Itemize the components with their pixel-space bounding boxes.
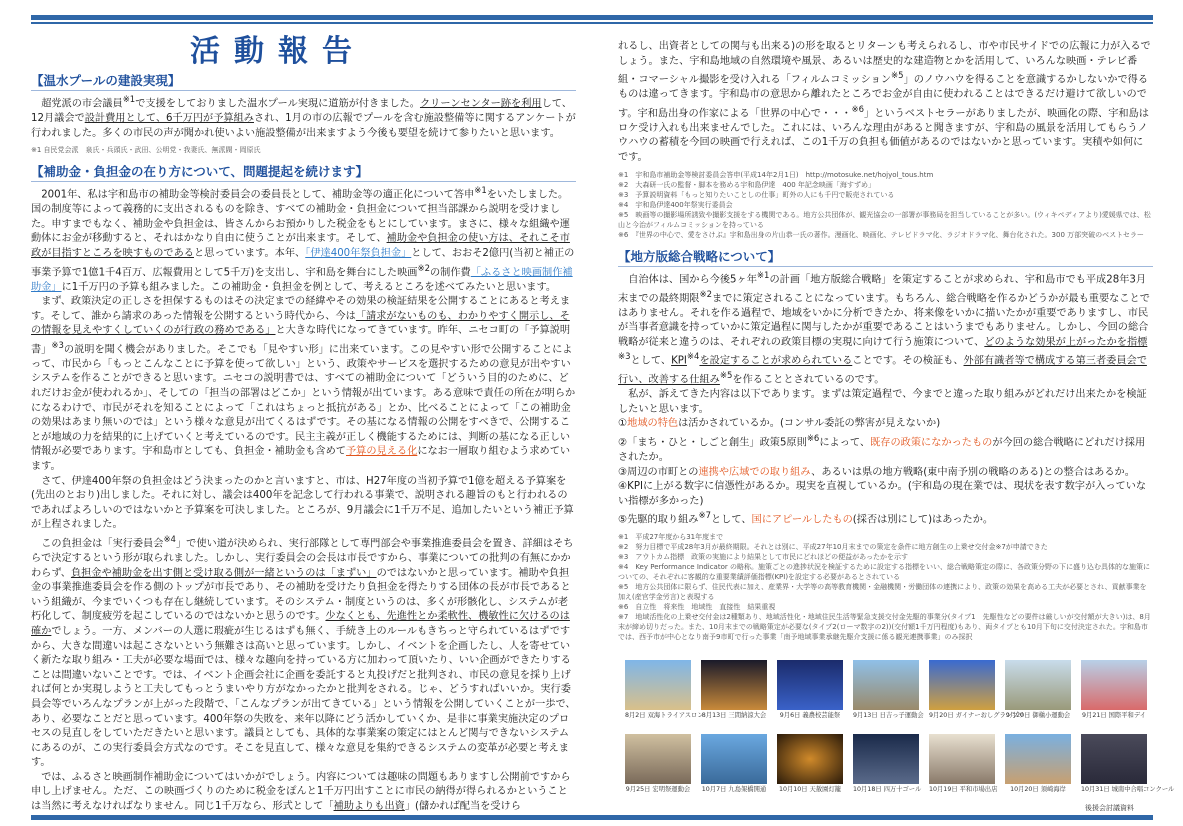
list-item: ①地域の特色は活かされているか。(コンサル委託の弊害が見えないか) — [618, 418, 941, 430]
event-photo — [1081, 734, 1147, 784]
top-rule-thin — [31, 22, 1153, 24]
event-photo — [777, 734, 843, 784]
strategy-paragraph-1: 自治体は、国から今後5ヶ年$^{※1}$の計画「地方版総合戦略」を策定することが求められ、宇和島市でも平成28年3月末までの最終期限$^{※2}$までに策定されることになっています。もちろん、総合戦略を作るかどうかが最も重要なことではありません。それを作る過程で、地域をいかに分析できたか、将来像をいかに描いたかが重要でありますし、市民が当事者意識を持っていかに策定過程に関与したかが重要であることはいうまでもありません。しかし、今回の総合戦略が従来と違うのは、それぞれの政策目標の実現に向けて行う施策について、どのような効果が上がったかを指標$^{※3}$として、KPI$^{※4}$を設定することが求められていることです。その検証も、外部有識者等で構成する第三者委員会で行い、改善する仕組み$^{※5}$を作ることとされているのです。 — [618, 270, 1150, 386]
pool-paragraph: 超党派の市会議員$^{※1}$で支援をしておりました温水プール実現に道筋が付きました。クリーンセンター跡を利用して、12月議会で設計費用として、6千万円が予算組みされ、1月の市の広報でプールを含む施設整備等に関するアンケートが行われました。多くの市民の声が聞かれ使いよい施設整備が出来ますよう今後も要望を続けて参りたいと思います。 — [31, 95, 576, 139]
photo-item: 10月10日 天赦園灯籠 — [777, 734, 843, 794]
footnote: ※4 宇和島伊達400年祭実行委員会 — [618, 200, 733, 209]
subsidy-paragraph-3: さて、伊達400年祭の負担金はどう決まったのかと言いますと、市は、H27年度の当初予算で1億を超える予算案を(先出のとおり)出しました。それに対し、議会は400年を記念して行われる事業で、説明される趣旨のもと行われるのであればよろしいのではないかと予算案を可決しました。ところが、9月議会に1千万不足、追加したいという補正予算が上程されました。 — [31, 475, 574, 531]
section-heading-pool: 【温水プールの建設実現】 — [31, 72, 576, 91]
event-photo — [777, 660, 843, 710]
footnote: ※4 Key Performance Indicator の略称。施策ごとの進捗状況を検証するために設定する指標をいい、総合戦略策定の際に、各政策分野の下に盛り込む具体的な施策についての、それぞれに客観的な重要業績評価指標(KPI)を設定する必要があるとされている — [618, 563, 1150, 582]
footnote: ※3 アウトカム指標 政策の実施により結果として市民にどれほどの便益があったかを示す — [618, 553, 909, 562]
footnote: ※2 大森研一氏の監督・脚本を務める宇和島伊達 400 年記念映画「海すずめ」 — [618, 180, 875, 189]
photo-item: 9月6日 義農校芸能祭 — [777, 660, 843, 720]
list-item: ③周辺の市町との連携や広域での取り組み、あるいは県の地方戦略(東中南予別の戦略のある)との整合はあるか。 — [618, 466, 1135, 478]
footnote: ※5 地方公共団体に限らず、住民代表に加え、産業界・大学等の高等教育機関・金融機関・労働団体の連携により、政策の効果を高める工夫が必要とされ、貢献事業を加え(産官学金労言)と表現する — [618, 583, 1147, 602]
footnote: ※1 宇和島市補助金等検討委員会答申(平成14年2月1日) http://motosuke.net/hojyol_tous.htm — [618, 170, 934, 179]
photo-item: 8月2日 双海トライアスロン — [625, 660, 691, 720]
subsidy-paragraph-4: この負担金は「実行委員会$^{※4}$」で使い道が決められ、実行部隊として専門部会や事業推進委員会を置き、詳細はそちらで決定するという形が取られました。しかし、実行委員会の会長は市長ですから、事業についての批判の有無にかかわらず、負担金や補助金を出す側と受け取る側が一緒というのは「まずい」のではないかと思っています。補助や負担金の事業推進委員会を作る側のトップが市長であり、その補助を受けたり負担金を得たりする団体の長が市長であるという組織が、今までいくつも存在し継続しています。そのシステム・制度というのは、多くが形骸化し、システムが老朽化して、制度疲労を起こしているのではないかと思うのです。少なくとも、先進性とか柔軟性、機敏性に欠けるのは確かでしょう。一方、メンバーの人選に瑕疵が生じるはずも無く、手続き上のルールもきちっと守られているはずですから、大きな間違いは起こさないという無難さは高いと思っています。しかし、イベントを企画したし、人を寄せていく新たな取り組み・工夫が必要な場面では、様々な趣向を持っている方に加わって頂いたり、いい企画ができたりすることは間違いないことです。では、イベント企画会社に企画を委託すると丸投げだと批判され、市民の意見を採り上げれば何とか実現しようと工夫してもっとうまいやり方がなかったかと批判をされる。じゃ、どうすればいいか。実行委員会等でいろんなプランが上がった段階で、「こんなプランが出てきている」という情報を公開していくことが一歩で、あり、必要なことだと思っています。400年祭の失敗を、来年以降にどう活かしていくか、是非に事業実施決定のプロセスの見直しをしていただきたいと思います。議員としても、具体的な事業案の策定にはとんど関与できないシステムにあるのが、この実行委員会方式なのです。そこを見直して、様々な意見を集約できるシステムの変革が必要と考えます。 — [31, 535, 576, 769]
event-photo — [853, 660, 919, 710]
list-item: ⑤先駆的取り組み$^{※7}$として、国にアピールしたもの(採否は別にして)はあったか。 — [618, 511, 994, 526]
strategy-paragraph-2: 私が、訴えてきた内容は以下であります。まずは策定過程で、今までと違った取り組みがどれだけ出来たかを検証したいと思います。 — [618, 389, 1147, 415]
subsidy-paragraph-5: では、ふるさと映画制作補助金についてはいかがでしょう。内容については趣味の問題もありますし公開前ですから申し上げません。ただ、この映画づくりのために税金をぽんと1千万円出すことに市民の納得が得られるかということは当然に考えなければなりません。同じ1千万なら、形式として「補助よりも出資」(儲かれば配当を受けら — [31, 771, 571, 813]
photo-item: 10月31日 城南中合唱コンクール — [1081, 734, 1147, 794]
photo-item: 10月20日 須崎海岸 — [1005, 734, 1071, 794]
list-item: ②「まち・ひと・しごと創生」政策5原則$^{※6}$によって、既存の政策になかったものが今回の総合戦略にどれだけ採用されたか。 — [618, 434, 1146, 464]
event-photo — [625, 660, 691, 710]
photo-item: 9月21日 国際平和デイ — [1081, 660, 1147, 720]
event-photo — [929, 660, 995, 710]
footnote: ※1 平成27年度から31年度まで — [618, 533, 724, 542]
footnote: ※7 地域活性化の上乗せ交付金は2種類あり、地域活性化・地域住民生活等緊急支援交付金先駆的事業分(タイプ1 先駆性などの要件は厳しいが交付額が大きい)は、8月末が締め切りだった。また、10月末までの戦略策定が必要な(タイプ2(ローマ数字の2))(交付額1千万円程度)もあり、両タイプとも10月下旬に交付決定された。宇和島市では、西予市が中心となり南予9市町で行った事業「南予地域事業承継先駆介支援に係る観光連携事業」のみ採択 — [618, 613, 1151, 642]
list-item: ④KPIに上がる数字に信憑性があるか。現実を直視しているか。(宇和島の現在業では、現状を表す数字が入っていない指標が多かった) — [618, 481, 1147, 507]
event-photo — [1005, 660, 1071, 710]
right-paragraph-1: れるし、出資者としての関与も出来る)の形を取るとリターンも考えられるし、市や市民サイドでの広報に力が入るでしょう。また、宇和島地域の自然環境や風景、あるいは歴史的な建造物とかを活用して、いろんな映画・テレビ番組・コマーシャル撮影を受け入れる「フィルムコミッション$^{※5}$」のノウハウを得ることを意識するかしないかで得るものは違ってきます。宇和島市の意思から離れたところでお金が自由に使われることはできるだけ避けて欲しいのです。宇和島出身の作家による「世界の中心で・・・$^{※6}$」というベストセラーがありましたが、映画化の際、宇和島はロケ受け入れも出来ませんでした。これには、いろんな理由があると聞きますが、宇和島の風景を活用してもらうノウハウの蓄積を今回の映画で行えれば、この1千万の負担も価値があるのではないかと思っています。実積や如何にです。 — [618, 41, 1151, 163]
page-title: 活動報告 — [190, 34, 366, 69]
top-rule — [31, 15, 1153, 20]
strategy-list — [618, 417, 1153, 528]
footnote: ※5 映画等の撮影場所誘致や撮影支援をする機関である。地方公共団体が、観光協会の一部署が事務局を担当していることが多い。(ウィキペディアより)愛媛県では、松山と今治がフィルムコミッションを持っている — [618, 210, 1151, 229]
event-photo — [929, 734, 995, 784]
photo-item: 9月20日 御槇小運動会 — [1005, 660, 1071, 720]
footer-label: 後援会討議資料 — [1085, 804, 1134, 812]
photo-item: 9月20日 ガイナーおしグランプリ — [929, 660, 995, 720]
event-photo — [1081, 660, 1147, 710]
photo-item: 8月13日 三間納涼大会 — [701, 660, 767, 720]
right-footnotes-1 — [618, 170, 1153, 240]
photo-item: 9月13日 日吉っ子運動会 — [853, 660, 919, 720]
right-footnotes-2 — [618, 532, 1153, 642]
section-heading-strategy: 【地方版総合戦略について】 — [618, 248, 1153, 267]
photo-item: 10月7日 九島架橋開通 — [701, 734, 767, 794]
pool-footnote: ※1 自民党会派 泉氏・兵頭氏・武田、公明党・我妻氏、無派閥・岡原氏 — [31, 146, 261, 155]
event-photo — [1005, 734, 1071, 784]
photo-item: 9月25日 宏明祭運動会 — [625, 734, 691, 794]
footnote: ※6 『世界の中心で、愛をさけぶ』宇和島出身の片山恭一氏の著作。漫画化、映画化、テレビドラマ化、ラジオドラマ化、舞台化された。300 万部突破のベストセラー — [618, 230, 1144, 239]
event-photo — [701, 734, 767, 784]
photo-item: 10月19日 平和市場出店 — [929, 734, 995, 794]
footnote: ※6 自立性 将来性 地域性 直接性 結果重視 — [618, 603, 776, 612]
left-column — [31, 72, 576, 812]
footnote: ※2 努力目標で平成28年3月が最終期限。それとは別に、平成27年10月末までの策定を条件に地方創生の上乗せ交付金※7が申請できた — [618, 543, 1048, 552]
section-heading-subsidy: 【補助金・負担金の在り方について、問題提起を続けます】 — [31, 163, 576, 182]
event-photo — [853, 734, 919, 784]
right-column — [618, 40, 1153, 650]
bottom-rule — [31, 815, 1153, 820]
footnote: ※3 予算説明資料「もっと知りたいことしの仕事」町外の人にも千円で販売されている — [618, 190, 895, 199]
event-photo — [625, 734, 691, 784]
subsidy-paragraph-2: まず、政策決定の正しさを担保するものはその決定までの経緯やその効果の検証結果を公開することにあると考えます。そして、誰から請求のあった情報を公開するという時代から、今は「請求がないものも、わかりやすく開示し、その情報を見えやすくしていくのが行政の務めである」と大きな時代になってきています。昨年、ニセコ町の「予算説明書」$^{※3}$の説明を聞く機会がありました。そこでも「見やすい形」に出来ています。この見やすい形で公開することによって、市民から「もっとこんなことに予算を使って欲しい」という、政策やサービスを選択するための意見が出やすいシステムを作ることができると思います。ニセコの説明書では、すべての補助金について「どういう目的のために、どれだけお金が使われるか」、そしての「担当の部署はどこか」という情報が出ています。ある意味で責任の所在が明らかになるわけで、市民がそれを知ることによって「これはちょっと抵抗がある」とか、比べることによって「この補助金の効果はあまり無いのでは」という様々な意見が出てくるはずです。その基になる情報の公開をすべきで、公開することが地域の力を結果的に上げていくと考えているのです。民主主義が正しく機能するためには、判断の基になる正しい情報が必要であります。宇和島市としても、負担金・補助金も含めて予算の見える化になお一層取り組むよう求めています。 — [31, 296, 576, 473]
photo-gallery — [625, 660, 1175, 810]
subsidy-paragraph-1: 2001年、私は宇和島市の補助金等検討委員会の委員長として、補助金等の適正化について答申$^{※1}$をいたしました。国の制度等によって義務的に支出されるものを除き、すべての補助金・負担金について担当部課から説明を受けました。申すまでもなく、補助金や負担金は、皆さんからお預かりした税金をもとにしています。まさに、様々な組織や運動体にお金が移動すると、それはかなり自由に使うことが出来ます。そして、補助金や負担金の使い方は、それこそ市政が目指すところを映すものであると思っています。本年、「伊達400年祭負担金」として、おおそ2億円(当初と補正の事業予算で1億1千4百万、広報費用として5千万)を支出し、宇和島を舞台にした映画$^{※2}$の制作費「ふるさと映画制作補助金」に1千万円の予算も組みました。この補助金・負担金を例として、考えるところを述べてみたいと思います。 — [31, 186, 575, 293]
event-photo — [701, 660, 767, 710]
photo-item: 10月18日 四万十ゴール — [853, 734, 919, 794]
